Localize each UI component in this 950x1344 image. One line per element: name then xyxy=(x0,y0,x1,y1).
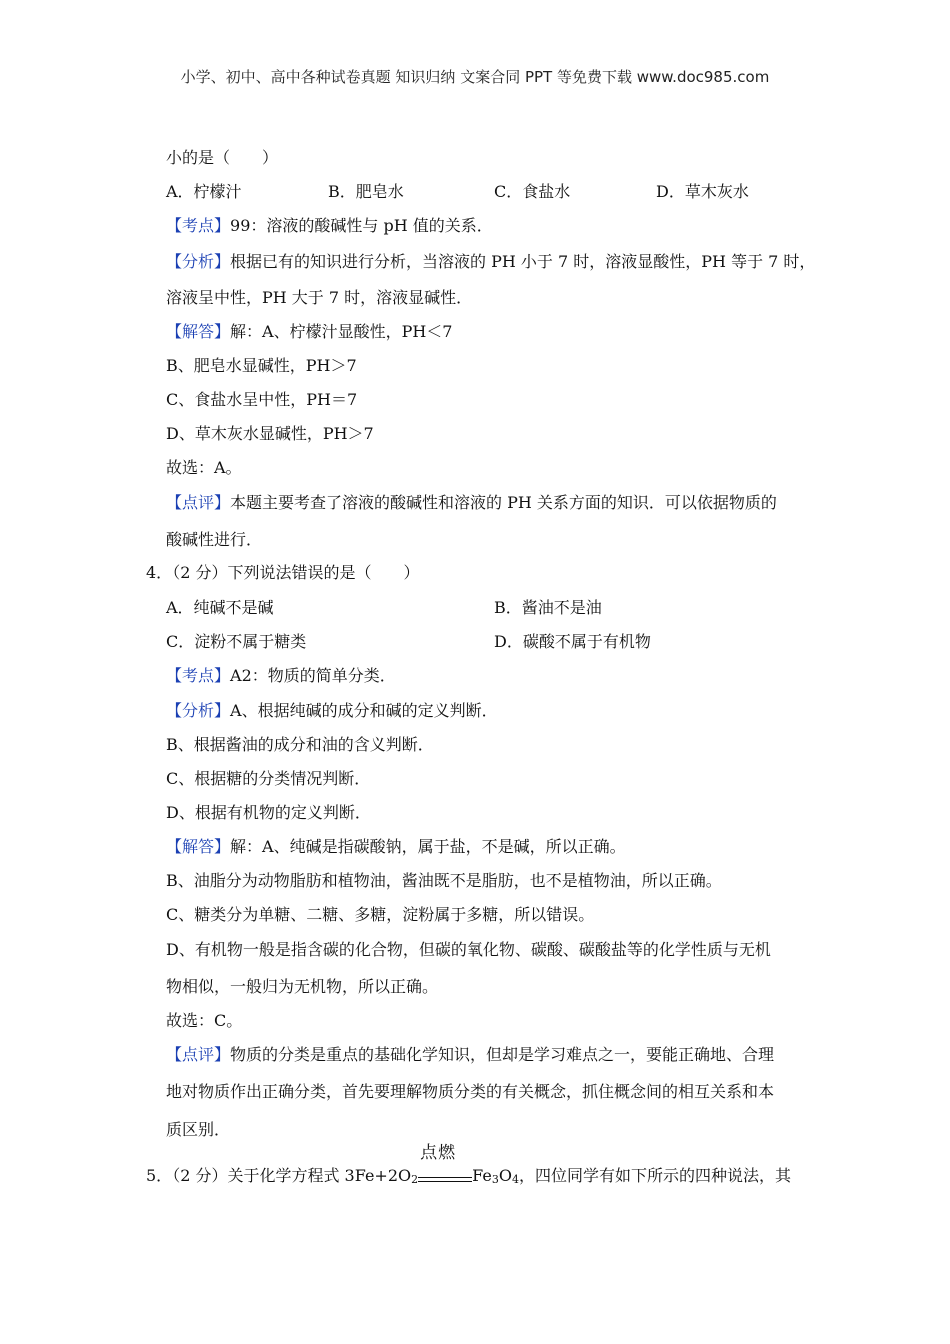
q4-fenxi: 【分析】A、根据纯碱的成分和碱的定义判断． xyxy=(166,701,498,720)
kaodian-tag: 【考点】 xyxy=(166,216,231,235)
reaction-arrow xyxy=(418,1143,472,1186)
q3-jieda-d: D、草木灰水显碱性，PH＞7 xyxy=(166,424,374,443)
q3-kaodian: 【考点】99：溶液的酸碱性与 pH 值的关系． xyxy=(166,216,493,235)
q5-stem: 5．（2 分）关于化学方程式 $3Fe+2O_2$ 点燃 $Fe_3O_4$，四位同学有如下所示的四种说法，其 xyxy=(146,1143,791,1186)
q4-dianping: 【点评】物质的分类是重点的基础化学知识，但却是学习难点之一，要能正确地、合理 xyxy=(166,1045,775,1064)
reaction-condition: 点燃 xyxy=(420,1143,457,1163)
q4-option-b: B．酱油不是油 xyxy=(494,598,602,617)
q3-dianping-cont: 酸碱性进行． xyxy=(166,530,263,549)
q4-jieda-b: B、油脂分为动物脂肪和植物油，酱油既不是脂肪，也不是植物油，所以正确。 xyxy=(166,871,722,890)
q3-fenxi-cont: 溶液呈中性，PH 大于 7 时，溶液显碱性． xyxy=(166,288,473,307)
q3-option-b: B．肥皂水 xyxy=(328,182,404,201)
q4-jieda-c: C、糖类分为单糖、二糖、多糖，淀粉属于多糖，所以错误。 xyxy=(166,905,595,924)
q3-fenxi: 【分析】根据已有的知识进行分析，当溶液的 PH 小于 7 时，溶液显酸性，PH 等于 7 时， xyxy=(166,252,816,271)
dianping-tag: 【点评】 xyxy=(166,1045,231,1064)
kaodian-tag: 【考点】 xyxy=(166,666,231,685)
q4-kaodian: 【考点】A2：物质的简单分类． xyxy=(166,666,396,685)
double-bar-icon xyxy=(418,1177,472,1182)
q3-stem-tail: 小的是（ ） xyxy=(166,148,279,167)
q4-stem: 4．（2 分）下列说法错误的是（ ） xyxy=(146,563,420,582)
dianping-tag: 【点评】 xyxy=(166,493,231,512)
q4-fenxi-b: B、根据酱油的成分和油的含义判断． xyxy=(166,735,434,754)
q3-jieda: 【解答】解：A、柠檬汁显酸性，PH＜7 xyxy=(166,322,453,341)
fenxi-tag: 【分析】 xyxy=(166,252,231,271)
q4-jieda: 【解答】解：A、纯碱是指碳酸钠，属于盐，不是碱，所以正确。 xyxy=(166,837,626,856)
q4-dianping-cont2: 质区别． xyxy=(166,1120,231,1139)
q4-option-d: D．碳酸不属于有机物 xyxy=(494,632,651,651)
q4-option-a: A．纯碱不是碱 xyxy=(166,598,274,617)
page-header-banner: 小学、初中、高中各种试卷真题 知识归纳 文案合同 PPT 等免费下载 www.doc985.com xyxy=(180,68,770,86)
q3-dianping: 【点评】本题主要考查了溶液的酸碱性和溶液的 PH 关系方面的知识．可以依据物质的 xyxy=(166,493,777,512)
q4-fenxi-c: C、根据糖的分类情况判断． xyxy=(166,769,371,788)
q3-option-c: C．食盐水 xyxy=(494,182,571,201)
q4-jieda-d: D、有机物一般是指含碳的化合物，但碳的氧化物、碳酸、碳酸盐等的化学性质与无机 xyxy=(166,940,771,959)
fenxi-tag: 【分析】 xyxy=(166,701,231,720)
q4-jieda-d-cont: 物相似，一般归为无机物，所以正确。 xyxy=(166,977,439,996)
q4-answer: 故选：C。 xyxy=(166,1011,243,1030)
q4-dianping-cont: 地对物质作出正确分类，首先要理解物质分类的有关概念，抓住概念间的相互关系和本 xyxy=(166,1082,775,1101)
q3-option-d: D．草木灰水 xyxy=(656,182,749,201)
jieda-tag: 【解答】 xyxy=(166,322,231,341)
q4-option-c: C．淀粉不属于糖类 xyxy=(166,632,307,651)
jieda-tag: 【解答】 xyxy=(166,837,231,856)
q4-fenxi-d: D、根据有机物的定义判断． xyxy=(166,803,371,822)
q3-jieda-b: B、肥皂水显碱性，PH＞7 xyxy=(166,356,357,375)
q3-answer: 故选：A。 xyxy=(166,458,242,477)
q3-option-a: A．柠檬汁 xyxy=(166,182,242,201)
q3-jieda-c: C、食盐水呈中性，PH＝7 xyxy=(166,390,358,409)
